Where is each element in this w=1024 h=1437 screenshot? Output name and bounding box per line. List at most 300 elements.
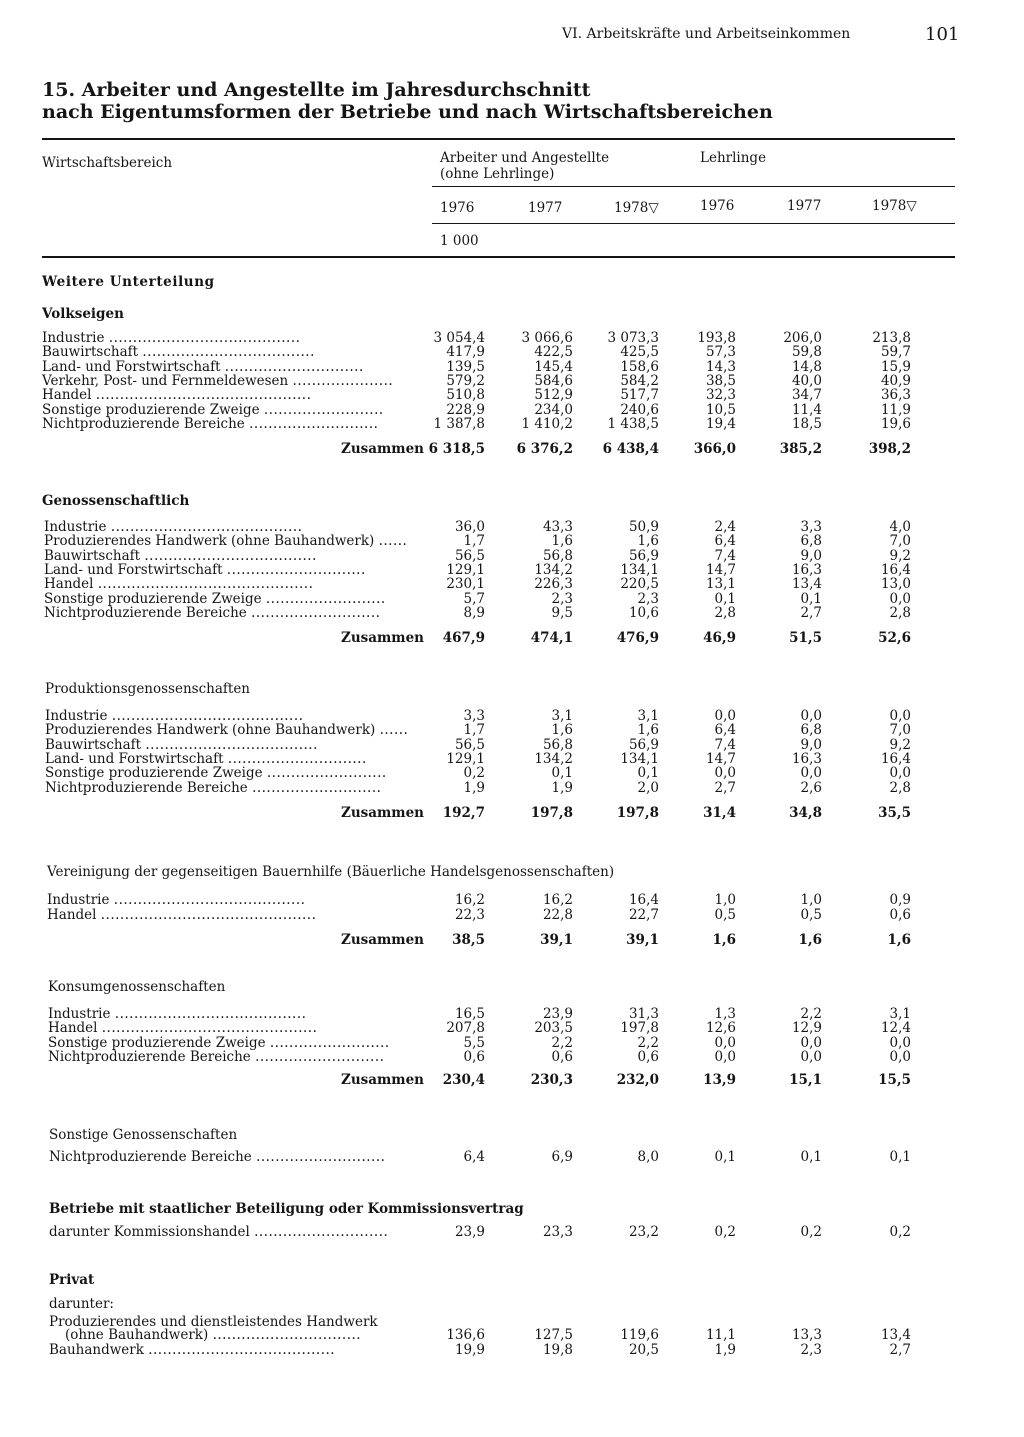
cell-value: 2,2 [800, 1006, 822, 1022]
group-heading-privat: Privat [49, 1272, 95, 1288]
cell-value: 9,2 [889, 547, 911, 564]
cell-value: 0,2 [463, 765, 485, 782]
dot-leader: .................................... [145, 736, 318, 753]
cell-value: 3,1 [551, 708, 573, 724]
cell-value: 6,9 [551, 1149, 573, 1165]
total-row [0, 630, 1024, 646]
cell-value: 0,0 [800, 708, 822, 724]
total-value: 476,9 [616, 630, 659, 646]
cell-value: 0,1 [800, 1149, 822, 1165]
page-number: 101 [925, 24, 960, 45]
dot-leader: ........................................ [111, 708, 304, 724]
cell-value: 1,9 [463, 779, 485, 796]
cell-value: 3 066,6 [521, 330, 573, 346]
dot-leader: ......................... [263, 401, 384, 418]
cell-value: 0,2 [714, 1224, 736, 1240]
table-row [0, 549, 1024, 563]
cell-value: 0,6 [637, 1048, 659, 1065]
year-header-4: 1976 [700, 198, 735, 214]
cell-value: 32,3 [705, 387, 736, 404]
dot-leader: ..................... [292, 372, 394, 389]
cell-value: 36,3 [880, 387, 911, 404]
dot-leader: ............................................. [100, 906, 317, 923]
row-label-text: Handel [48, 1020, 98, 1037]
total-value: 39,1 [626, 932, 659, 948]
cell-value: 13,4 [791, 576, 822, 593]
total-value: 51,5 [789, 630, 822, 646]
cell-value: 0,0 [889, 590, 911, 607]
cell-value: 2,7 [800, 604, 822, 621]
cell-value: 0,0 [889, 708, 911, 724]
cell-value: 517,7 [620, 387, 659, 404]
cell-value: 129,1 [446, 561, 485, 578]
cell-value: 16,4 [628, 892, 659, 908]
top-rule [42, 138, 955, 140]
cell-value: 6,4 [714, 533, 736, 550]
dot-leader: ......................... [266, 765, 387, 782]
row-label-text: Sonstige produzierende Zweige [44, 590, 262, 607]
dot-leader: ............................................. [101, 1020, 318, 1037]
row-label [48, 1007, 306, 1021]
cell-value: 1,6 [637, 533, 659, 550]
row-label [42, 374, 393, 388]
table-row [0, 1050, 1024, 1064]
year-header-6: 1978▽ [872, 198, 917, 214]
cell-value: 1,3 [714, 1006, 736, 1022]
cell-value: 6,4 [714, 722, 736, 739]
cell-value: 3,3 [463, 708, 485, 724]
dot-leader: ......................... [269, 1034, 390, 1051]
cell-value: 422,5 [534, 344, 573, 361]
cell-value: 56,8 [542, 736, 573, 753]
row-label [44, 563, 366, 577]
table-row [0, 752, 1024, 766]
table-row [0, 331, 1024, 345]
cell-value: 0,1 [714, 1149, 736, 1165]
dot-leader: ...... [379, 722, 409, 739]
cell-value: 56,8 [542, 547, 573, 564]
total-value: 1,6 [798, 932, 822, 948]
unit-label: 1 000 [440, 233, 479, 249]
group-label-workers-line1: Arbeiter und Angestellte [440, 150, 610, 166]
dot-leader: ............................. [227, 750, 367, 767]
cell-value: 12,6 [705, 1020, 736, 1037]
cell-value: 13,1 [705, 576, 736, 593]
cell-value: 0,1 [714, 590, 736, 607]
cell-value: 134,2 [534, 750, 573, 767]
table-row [0, 1328, 1024, 1342]
cell-value: 425,5 [620, 344, 659, 361]
table-title-line1: 15. Arbeiter und Angestellte im Jahresdurchschnitt [42, 79, 591, 101]
cell-value: 2,8 [714, 604, 736, 621]
cell-value: 2,8 [889, 779, 911, 796]
cell-value: 0,1 [551, 765, 573, 782]
table-row [0, 417, 1024, 431]
dot-leader: ...... [378, 533, 408, 550]
row-label [42, 360, 364, 374]
row-label-text: darunter Kommissionshandel [49, 1224, 250, 1240]
cell-value: 0,0 [889, 1034, 911, 1051]
table-row [0, 908, 1024, 922]
table-row [0, 520, 1024, 534]
cell-value: 8,0 [637, 1149, 659, 1165]
cell-value: 8,9 [463, 604, 485, 621]
cell-value: 240,6 [620, 401, 659, 418]
total-value: 197,8 [616, 805, 659, 821]
row-label-text: Industrie [47, 892, 110, 908]
cell-value: 134,1 [620, 561, 659, 578]
cell-value: 0,6 [551, 1048, 573, 1065]
cell-value: 0,2 [889, 1224, 911, 1240]
row-label [47, 908, 316, 922]
cell-value: 1,7 [463, 533, 485, 550]
header-rule [432, 186, 955, 187]
table-row [0, 893, 1024, 907]
dot-leader: ........................... [256, 1149, 386, 1165]
cell-value: 16,2 [454, 892, 485, 908]
cell-value: 12,9 [791, 1020, 822, 1037]
cell-value: 16,4 [880, 750, 911, 767]
cell-value: 0,2 [800, 1224, 822, 1240]
cell-value: 136,6 [446, 1327, 485, 1343]
row-label [42, 345, 315, 359]
cell-value: 2,4 [714, 519, 736, 535]
row-label [49, 1150, 385, 1164]
total-value: 366,0 [693, 441, 736, 457]
cell-value: 2,6 [800, 779, 822, 796]
row-label-text: Nichtproduzierende Bereiche [44, 604, 247, 621]
cell-value: 31,3 [628, 1006, 659, 1022]
cell-value: 5,5 [463, 1034, 485, 1051]
cell-value: 7,4 [714, 736, 736, 753]
cell-value: 22,8 [542, 906, 573, 923]
cell-value: 3,3 [800, 519, 822, 535]
cell-value: 226,3 [534, 576, 573, 593]
cell-value: 43,3 [542, 519, 573, 535]
dot-leader: .................................... [142, 344, 315, 361]
table-row [0, 1036, 1024, 1050]
row-label-text: Produzierendes Handwerk (ohne Bauhandwerk) [44, 533, 375, 550]
row-label-text: Nichtproduzierende Bereiche [45, 779, 248, 796]
row-label-text: Produzierendes Handwerk (ohne Bauhandwerk) [45, 722, 376, 739]
cell-value: 145,4 [534, 358, 573, 375]
dot-leader: ......................... [265, 590, 386, 607]
cell-value: 2,2 [637, 1034, 659, 1051]
dot-leader: ....................................... [148, 1342, 336, 1358]
cell-value: 0,0 [714, 1048, 736, 1065]
cell-value: 50,9 [628, 519, 659, 535]
cell-value: 0,0 [714, 708, 736, 724]
row-label [45, 723, 408, 737]
dot-leader: ........................... [252, 779, 382, 796]
row-label [47, 893, 305, 907]
section-weitere-unterteilung: Weitere Unterteilung [42, 274, 215, 290]
total-label: Zusammen [341, 630, 424, 646]
cell-value: 1,6 [551, 533, 573, 550]
row-label-text: Nichtproduzierende Bereiche [48, 1048, 251, 1065]
cell-value: 4,0 [889, 519, 911, 535]
total-value: 52,6 [878, 630, 911, 646]
cell-value: 158,6 [620, 358, 659, 375]
row-label [45, 738, 318, 752]
cell-value: 14,7 [705, 561, 736, 578]
table-row [0, 1007, 1024, 1021]
cell-value: 59,8 [791, 344, 822, 361]
cell-value: 3 054,4 [433, 330, 485, 346]
cell-value: 0,6 [463, 1048, 485, 1065]
group-heading-produktionsgenossenschaften: Produktionsgenossenschaften [45, 681, 251, 697]
cell-value: 22,7 [628, 906, 659, 923]
cell-value: 2,3 [551, 590, 573, 607]
table-title-line2: nach Eigentumsformen der Betriebe und nach Wirtschaftsbereichen [42, 101, 773, 123]
dot-leader: ............................................. [97, 576, 314, 593]
privat-handwerk-line1: Produzierendes und dienstleistendes Handwerk [49, 1314, 378, 1330]
group-label-apprentices: Lehrlinge [700, 150, 767, 166]
cell-value: 0,6 [889, 906, 911, 923]
table-row [0, 723, 1024, 737]
cell-value: 1,6 [637, 722, 659, 739]
cell-value: 2,7 [889, 1342, 911, 1358]
cell-value: 0,5 [800, 906, 822, 923]
row-label-text: Handel [44, 576, 94, 593]
total-value: 31,4 [703, 805, 736, 821]
cell-value: 0,0 [714, 765, 736, 782]
dot-leader: .................................... [144, 547, 317, 564]
row-label-text: Land- und Forstwirtschaft [45, 750, 224, 767]
cell-value: 14,7 [705, 750, 736, 767]
cell-value: 129,1 [446, 750, 485, 767]
dot-leader: ........................... [249, 415, 379, 432]
cell-value: 18,5 [791, 415, 822, 432]
cell-value: 134,2 [534, 561, 573, 578]
cell-value: 12,4 [880, 1020, 911, 1037]
row-label-text: Nichtproduzierende Bereiche [42, 415, 245, 432]
row-label [49, 1343, 335, 1357]
dot-leader: ........................................ [110, 519, 303, 535]
cell-value: 0,1 [889, 1149, 911, 1165]
total-value: 15,5 [878, 1072, 911, 1088]
cell-value: 7,0 [889, 722, 911, 739]
row-label-text: Sonstige produzierende Zweige [45, 765, 263, 782]
row-label [44, 549, 317, 563]
cell-value: 23,2 [628, 1224, 659, 1240]
row-label [45, 752, 367, 766]
cell-value: 2,0 [637, 779, 659, 796]
row-label-text: Industrie [44, 519, 107, 535]
cell-value: 2,2 [551, 1034, 573, 1051]
group-heading-volkseigen: Volkseigen [42, 306, 124, 322]
total-value: 1,6 [712, 932, 736, 948]
table-row [0, 781, 1024, 795]
row-label-text: Industrie [45, 708, 108, 724]
dot-leader: ........................................ [108, 330, 301, 346]
dot-leader: ............................. [224, 358, 364, 375]
cell-value: 56,5 [454, 736, 485, 753]
row-label [44, 520, 302, 534]
total-value: 230,4 [442, 1072, 485, 1088]
table-row [0, 577, 1024, 591]
cell-value: 1 410,2 [521, 415, 573, 432]
cell-value: 2,3 [637, 590, 659, 607]
row-label-text: Bauwirtschaft [44, 547, 141, 564]
cell-value: 13,4 [880, 1327, 911, 1343]
cell-value: 14,8 [791, 358, 822, 375]
total-value: 35,5 [878, 805, 911, 821]
table-row [0, 1150, 1024, 1164]
cell-value: 11,4 [791, 401, 822, 418]
total-value: 15,1 [789, 1072, 822, 1088]
group-heading-sonstige-genossenschaften: Sonstige Genossenschaften [49, 1127, 238, 1143]
table-row [0, 1343, 1024, 1357]
total-value: 39,1 [540, 932, 573, 948]
cell-value: 10,6 [628, 604, 659, 621]
year-header-1: 1976 [440, 200, 475, 216]
total-value: 6 376,2 [516, 441, 573, 457]
cell-value: 16,5 [454, 1006, 485, 1022]
cell-value: 38,5 [705, 372, 736, 389]
cell-value: 6,4 [463, 1149, 485, 1165]
cell-value: 9,5 [551, 604, 573, 621]
row-label [42, 388, 311, 402]
total-label: Zusammen [341, 441, 424, 457]
cell-value: 1,9 [551, 779, 573, 796]
table-row [0, 534, 1024, 548]
total-value: 1,6 [887, 932, 911, 948]
cell-value: 16,3 [791, 750, 822, 767]
row-label [45, 766, 387, 780]
cell-value: 40,0 [791, 372, 822, 389]
cell-value: 57,3 [705, 344, 736, 361]
group-heading-konsumgenossenschaften: Konsumgenossenschaften [48, 979, 226, 995]
row-label-text: Industrie [48, 1006, 111, 1022]
total-value: 13,9 [703, 1072, 736, 1088]
total-value: 385,2 [779, 441, 822, 457]
row-label [42, 331, 300, 345]
total-value: 467,9 [442, 630, 485, 646]
total-row [0, 805, 1024, 821]
table-row [0, 766, 1024, 780]
cell-value: 7,0 [889, 533, 911, 550]
row-label [42, 417, 378, 431]
cell-value: 0,9 [889, 892, 911, 908]
row-label-text: Bauhandwerk [49, 1342, 144, 1358]
row-label-text: Sonstige produzierende Zweige [48, 1034, 266, 1051]
row-label-text: Industrie [42, 330, 105, 346]
year-header-2: 1977 [528, 200, 563, 216]
row-label [42, 403, 384, 417]
table-row [0, 360, 1024, 374]
year-header-5: 1977 [787, 198, 822, 214]
cell-value: 206,0 [783, 330, 822, 346]
cell-value: 584,6 [534, 372, 573, 389]
cell-value: 15,9 [880, 358, 911, 375]
cell-value: 16,4 [880, 561, 911, 578]
year-header-3: 1978▽ [614, 200, 659, 216]
row-label-text: Sonstige produzierende Zweige [42, 401, 260, 418]
cell-value: 13,3 [791, 1327, 822, 1343]
cell-value: 23,3 [542, 1224, 573, 1240]
header-bottom-rule [42, 256, 955, 258]
cell-value: 0,0 [889, 1048, 911, 1065]
cell-value: 197,8 [620, 1020, 659, 1037]
table-row [0, 345, 1024, 359]
cell-value: 139,5 [446, 358, 485, 375]
cell-value: 11,1 [705, 1327, 736, 1343]
table-row [0, 738, 1024, 752]
cell-value: 213,8 [872, 330, 911, 346]
cell-value: 0,0 [800, 1034, 822, 1051]
row-label-text: (ohne Bauhandwerk) [65, 1327, 209, 1343]
total-value: 38,5 [452, 932, 485, 948]
cell-value: 228,9 [446, 401, 485, 418]
cell-value: 19,4 [705, 415, 736, 432]
cell-value: 34,7 [791, 387, 822, 404]
cell-value: 1,9 [714, 1342, 736, 1358]
cell-value: 22,3 [454, 906, 485, 923]
cell-value: 584,2 [620, 372, 659, 389]
total-row [0, 932, 1024, 948]
cell-value: 1,6 [551, 722, 573, 739]
cell-value: 1 387,8 [433, 415, 485, 432]
cell-value: 6,8 [800, 533, 822, 550]
cell-value: 134,1 [620, 750, 659, 767]
row-label [44, 592, 386, 606]
row-label-text: Handel [42, 387, 92, 404]
cell-value: 56,9 [628, 736, 659, 753]
row-label-text: Nichtproduzierende Bereiche [49, 1149, 252, 1165]
cell-value: 3,1 [889, 1006, 911, 1022]
cell-value: 512,9 [534, 387, 573, 404]
cell-value: 579,2 [446, 372, 485, 389]
total-value: 6 318,5 [428, 441, 485, 457]
dot-leader: ............................ [254, 1224, 389, 1240]
cell-value: 7,4 [714, 547, 736, 564]
row-label [44, 577, 313, 591]
total-row [0, 1072, 1024, 1088]
row-label-text: Land- und Forstwirtschaft [42, 358, 221, 375]
row-label [44, 534, 407, 548]
total-row [0, 441, 1024, 457]
cell-value: 1,7 [463, 722, 485, 739]
unit-rule [432, 223, 955, 224]
cell-value: 16,2 [542, 892, 573, 908]
total-value: 197,8 [530, 805, 573, 821]
cell-value: 9,0 [800, 547, 822, 564]
cell-value: 1 438,5 [607, 415, 659, 432]
group-label-workers-line2: (ohne Lehrlinge) [440, 166, 555, 182]
cell-value: 19,9 [454, 1342, 485, 1358]
row-label [49, 1225, 388, 1239]
cell-value: 0,0 [889, 765, 911, 782]
cell-value: 19,8 [542, 1342, 573, 1358]
dot-leader: ........................... [255, 1048, 385, 1065]
cell-value: 36,0 [454, 519, 485, 535]
row-label [65, 1328, 361, 1342]
cell-value: 9,0 [800, 736, 822, 753]
table-row [0, 374, 1024, 388]
table-row [0, 388, 1024, 402]
total-value: 34,8 [789, 805, 822, 821]
cell-value: 23,9 [542, 1006, 573, 1022]
row-label [48, 1050, 384, 1064]
cell-value: 40,9 [880, 372, 911, 389]
total-value: 6 438,4 [602, 441, 659, 457]
total-value: 474,1 [530, 630, 573, 646]
row-label [48, 1021, 317, 1035]
cell-value: 1,0 [714, 892, 736, 908]
row-label-text: Verkehr, Post- und Fernmeldewesen [42, 372, 289, 389]
cell-value: 0,0 [714, 1034, 736, 1051]
